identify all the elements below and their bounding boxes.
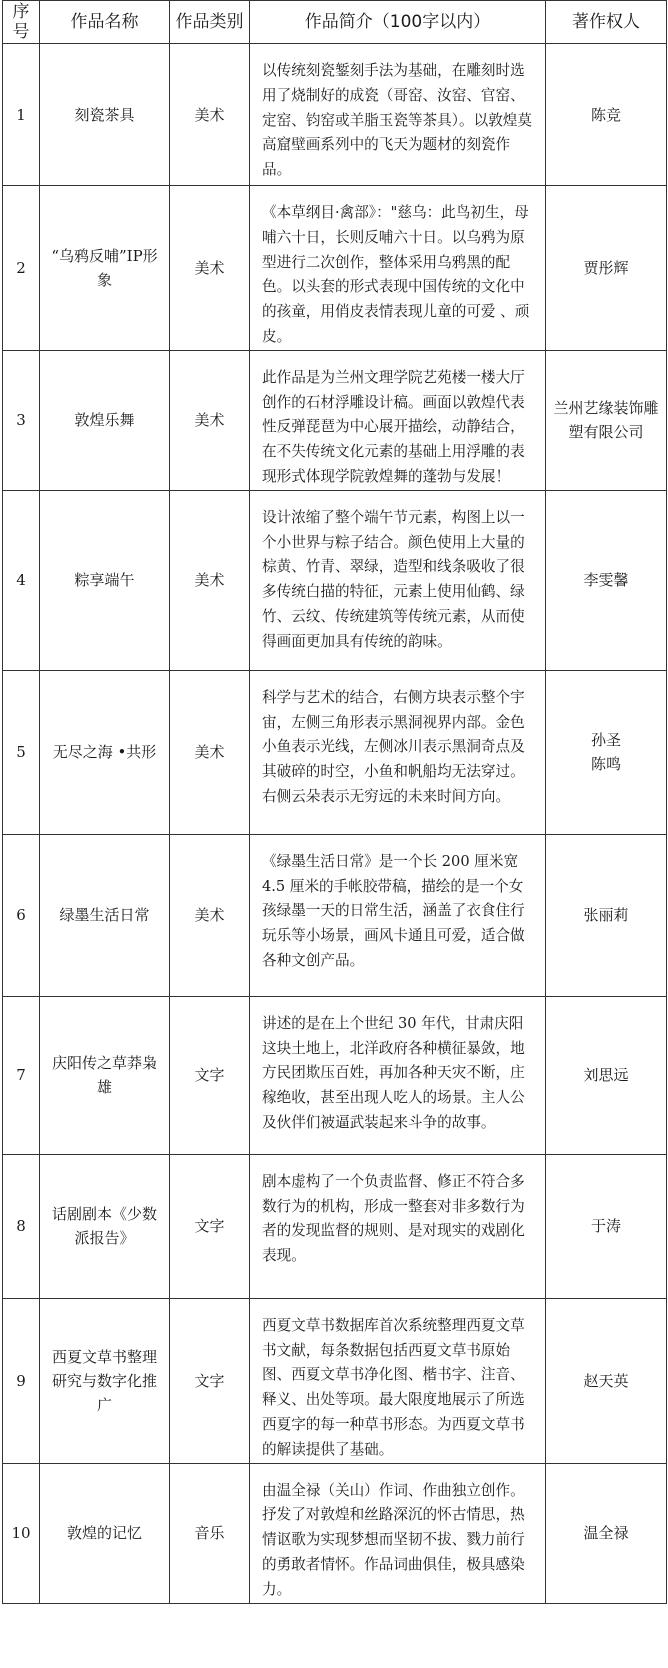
copyright-owner: 温全禄 xyxy=(546,1463,667,1603)
copyright-owner: 刘思远 xyxy=(546,996,667,1154)
copyright-owner: 李雯馨 xyxy=(546,490,667,670)
table-row xyxy=(3,186,667,351)
work-category: 文字 xyxy=(170,1298,250,1463)
work-intro: 科学与艺术的结合，右侧方块表示整个宇宙，左侧三角形表示黑洞视界内部。金色小鱼表示光线，左侧冰川表示黑洞奇点及其破碎的时空，小鱼和帆船均无法穿过。右侧云朵表示无穷远的未来时间方向。 xyxy=(250,670,546,834)
work-name: 粽享端午 xyxy=(40,490,170,670)
work-name: “乌鸦反哺”IP形象 xyxy=(40,186,170,351)
work-name: 西夏文草书整理研究与数字化推广 xyxy=(40,1298,170,1463)
row-number: 8 xyxy=(3,1154,40,1298)
work-category: 文字 xyxy=(170,996,250,1154)
table-row xyxy=(3,996,667,1154)
work-category: 文字 xyxy=(170,1154,250,1298)
row-number: 4 xyxy=(3,490,40,670)
work-name: 敦煌乐舞 xyxy=(40,350,170,490)
work-intro: 剧本虚构了一个负责监督、修正不符合多数行为的机构，形成一整套对非多数行为者的发现监督的规则、是对现实的戏剧化表现。 xyxy=(250,1154,546,1298)
table-row xyxy=(3,44,667,186)
work-intro: 以传统刻瓷錾刻手法为基础，在雕刻时选用了烧制好的成瓷（哥窑、汝窑、官窑、定窑、钧窑或羊脂玉瓷等茶具）。以敦煌莫高窟壁画系列中的飞天为题材的刻瓷作品。 xyxy=(250,44,546,186)
header-row xyxy=(3,1,667,44)
table-row xyxy=(3,350,667,490)
work-name: 话剧剧本《少数派报告》 xyxy=(40,1154,170,1298)
header-category: 作品类别 xyxy=(170,1,250,44)
table-row xyxy=(3,1463,667,1603)
work-intro: 此作品是为兰州文理学院艺苑楼一楼大厅创作的石材浮雕设计稿。画面以敦煌代表性反弹琵琶为中心展开描绘，动静结合，在不失传统文化元素的基础上用浮雕的表现形式体现学院敦煌舞的蓬勃与发展！ xyxy=(250,350,546,490)
copyright-owner: 孙圣 陈鸣 xyxy=(546,670,667,834)
copyright-owner: 兰州艺缘装饰雕塑有限公司 xyxy=(546,350,667,490)
table-row xyxy=(3,1298,667,1463)
work-category: 美术 xyxy=(170,186,250,351)
copyright-owner: 于涛 xyxy=(546,1154,667,1298)
work-intro: 西夏文草书数据库首次系统整理西夏文草书文献，每条数据包括西夏文草书原始图、西夏文草书净化图、楷书字、注音、释义、出处等项。最大限度地展示了所选西夏字的每一种草书形态。为西夏文草书的解读提供了基础。 xyxy=(250,1298,546,1463)
work-category: 美术 xyxy=(170,670,250,834)
row-number: 7 xyxy=(3,996,40,1154)
work-intro: 《绿墨生活日常》是一个长 200 厘米宽 4.5 厘米的手帐胶带稿，描绘的是一个女孩绿墨一天的日常生活，涵盖了衣食住行玩乐等小场景，画风卡通且可爱，适合做各种文创产品。 xyxy=(250,834,546,996)
work-intro: 讲述的是在上个世纪 30 年代，甘肃庆阳这块土地上，北洋政府各种横征暴敛，地方民团欺压百姓，再加各种天灾不断，庄稼绝收，甚至出现人吃人的场景。主人公及伙伴们被逼武装起来斗争的故事。 xyxy=(250,996,546,1154)
table-row xyxy=(3,1154,667,1298)
work-name: 敦煌的记忆 xyxy=(40,1463,170,1603)
works-table xyxy=(2,0,667,1604)
header-name: 作品名称 xyxy=(40,1,170,44)
row-number: 6 xyxy=(3,834,40,996)
row-number: 10 xyxy=(3,1463,40,1603)
header-owner: 著作权人 xyxy=(546,1,667,44)
work-category: 美术 xyxy=(170,44,250,186)
row-number: 2 xyxy=(3,186,40,351)
work-category: 美术 xyxy=(170,834,250,996)
work-name: 刻瓷茶具 xyxy=(40,44,170,186)
work-intro: 由温全禄（关山）作词、作曲独立创作。抒发了对敦煌和丝路深沉的怀古情思，热情讴歌为实现梦想而坚韧不拔、戮力前行的勇敢者情怀。作品词曲俱佳，极具感染力。 xyxy=(250,1463,546,1603)
work-intro: 设计浓缩了整个端午节元素，构图上以一个小世界与粽子结合。颜色使用上大量的棕黄、竹青、翠绿，造型和线条吸收了很多传统白描的特征，元素上使用仙鹤、绿竹、云纹、传统建筑等传统元素，从而使得画面更加具有传统的韵味。 xyxy=(250,490,546,670)
row-number: 5 xyxy=(3,670,40,834)
table-row xyxy=(3,490,667,670)
header-no: 序号 xyxy=(3,1,40,44)
table-row xyxy=(3,670,667,834)
copyright-owner: 赵天英 xyxy=(546,1298,667,1463)
work-intro: 《本草纲目·禽部》："慈乌：此鸟初生，母哺六十日，长则反哺六十日。以乌鸦为原型进行二次创作，整体采用乌鸦黑的配色。以头套的形式表现中国传统的文化中的孩童，用俏皮表情表现儿童的可爱 、顽皮。 xyxy=(250,186,546,351)
work-name: 庆阳传之草莽枭雄 xyxy=(40,996,170,1154)
copyright-owner: 贾彤辉 xyxy=(546,186,667,351)
row-number: 3 xyxy=(3,350,40,490)
header-intro: 作品简介（100字以内） xyxy=(250,1,546,44)
copyright-owner: 陈竞 xyxy=(546,44,667,186)
work-category: 音乐 xyxy=(170,1463,250,1603)
work-name: 绿墨生活日常 xyxy=(40,834,170,996)
row-number: 1 xyxy=(3,44,40,186)
table-row xyxy=(3,834,667,996)
work-name: 无尽之海 •共形 xyxy=(40,670,170,834)
work-category: 美术 xyxy=(170,490,250,670)
copyright-owner: 张丽莉 xyxy=(546,834,667,996)
row-number: 9 xyxy=(3,1298,40,1463)
work-category: 美术 xyxy=(170,350,250,490)
